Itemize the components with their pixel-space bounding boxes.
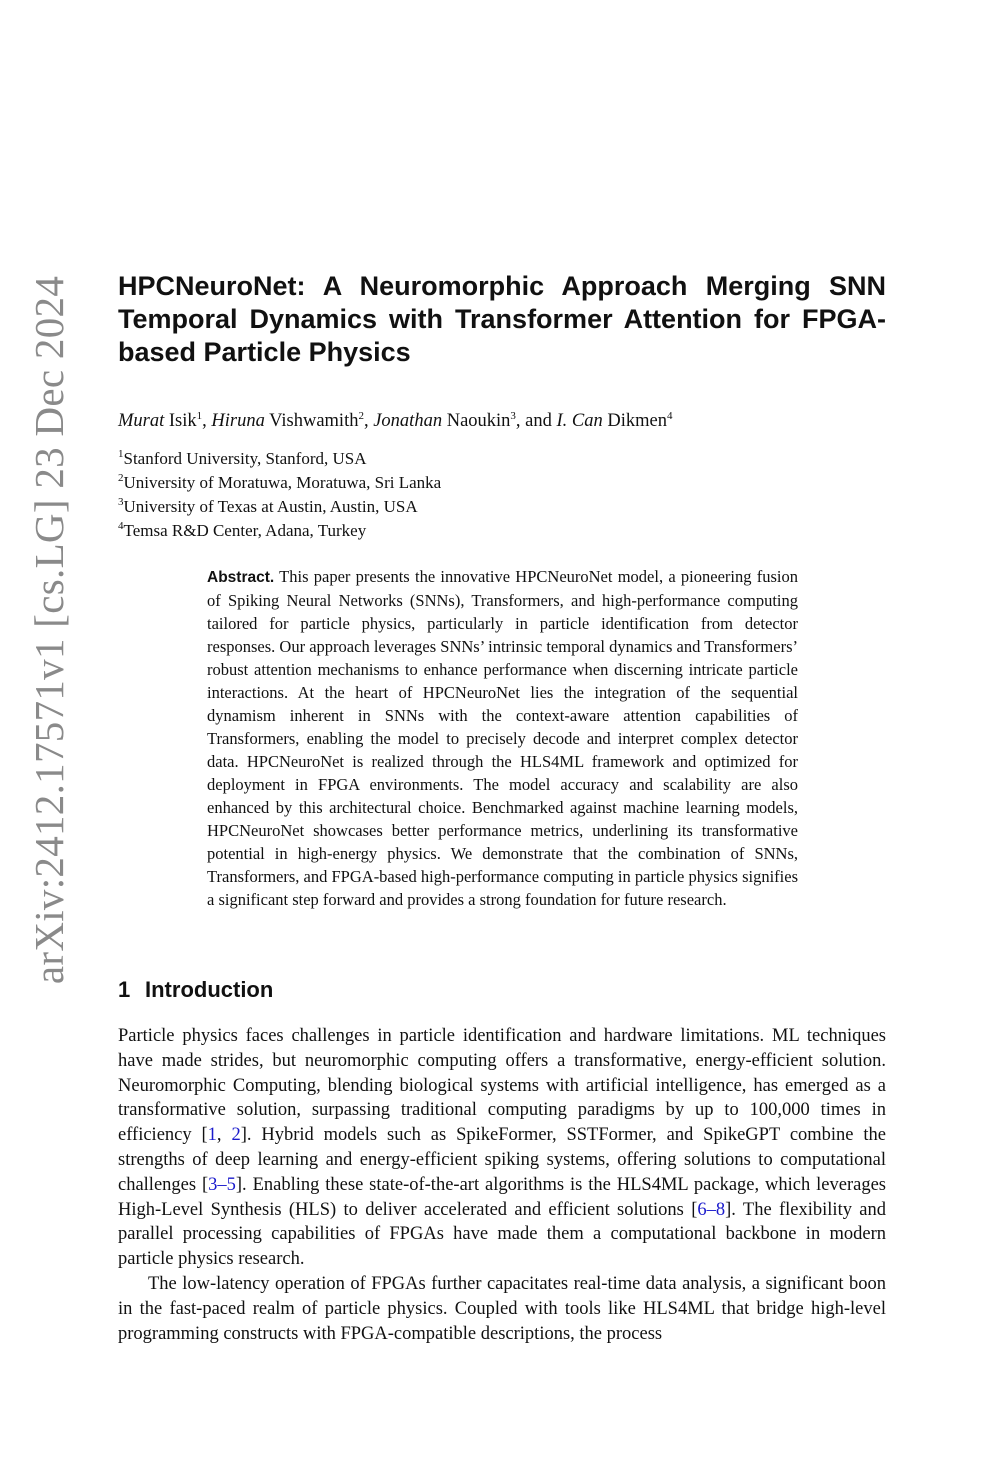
- title-line: HPCNeuroNet: A Neuromorphic Approach Merging SNN: [118, 271, 886, 301]
- title-line: Temporal Dynamics with Transformer Attention for FPGA-: [118, 304, 886, 334]
- citation-link[interactable]: 3–5: [208, 1174, 236, 1195]
- author: Murat Isik$^1$: [118, 410, 203, 431]
- section-heading-introduction: [118, 975, 886, 1005]
- affiliation: $^3$University of Texas at Austin, Austin, USA: [118, 496, 418, 516]
- abstract: [207, 565, 798, 911]
- author: Jonathan Naoukin$^3$: [373, 410, 516, 431]
- author: I. Can Dikmen$^4$: [556, 410, 673, 431]
- citation-link[interactable]: 6–8: [697, 1199, 726, 1220]
- arxiv-stamp: arXiv:2412.17571v1 [cs.LG] 23 Dec 2024: [26, 275, 72, 985]
- section-number: 1: [118, 977, 131, 1002]
- arxiv-sidebar: [24, 265, 74, 995]
- citation-link[interactable]: 2: [231, 1125, 241, 1146]
- author-list: Murat Isik$^1$, Hiruna Vishwamith$^2$, Jonathan Naoukin$^3$, and I. Can Dikmen$^4$: [118, 410, 673, 431]
- affiliation: $^4$Temsa R&D Center, Adana, Turkey: [118, 520, 367, 540]
- section-title: Introduction: [145, 977, 274, 1002]
- paragraph: Particle physics faces challenges in particle identification and hardware limitations. ML techniques have made strides, but neuromorphic computing offers a transformative, energy-efficient solution. Neuromorphic Computing, blending biological systems with artificial intelligence, has emerged as a transformative solution, surpassing traditional computing paradigms by up to 100,000 times in efficiency [1, 2]. Hybrid models such as SpikeFormer, SSTFormer, and SpikeGPT combine the strengths of deep learning and energy-efficient spiking systems, offering solutions to computational challenges [3–5]. Enabling these state-of-the-art algorithms is the HLS4ML package, which leverages High-Level Synthesis (HLS) to deliver accelerated and efficient solutions [6–8]. The flexibility and parallel processing capabilities of FPGAs have made them a computational backbone in modern particle physics research.: [118, 1026, 887, 1270]
- affiliation-list: [118, 447, 886, 543]
- affiliation: $^1$Stanford University, Stanford, USA: [118, 448, 367, 468]
- citation-link[interactable]: 1: [207, 1125, 217, 1146]
- introduction-body: [118, 1024, 886, 1346]
- author: Hiruna Vishwamith$^2$: [211, 410, 364, 431]
- paragraph: The low-latency operation of FPGAs further capacitates real-time data analysis, a significant boon in the fast-paced realm of particle physics. Coupled with tools like HLS4ML that bridge high-level programming constructs with FPGA-compatible descriptions, the process: [118, 1273, 886, 1344]
- title-line: based Particle Physics: [118, 337, 411, 367]
- paper-title: [118, 270, 886, 369]
- abstract-label: Abstract.: [207, 569, 275, 586]
- abstract-text: This paper presents the innovative HPCNeuroNet model, a pioneering fusion of Spiking Neural Networks (SNNs), Transformers, and high-performance computing tailored for particle physics, particularly in particle identification from detector responses. Our approach leverages SNNs’ intrinsic temporal dynamics and Transformers’ robust attention mechanisms to enhance performance when discerning intricate particle interactions. At the heart of HPCNeuroNet lies the integration of the sequential dynamism inherent in SNNs with the context-aware attention capabilities of Transformers, enabling the model to precisely decode and interpret complex detector data. HPCNeuroNet is realized through the HLS4ML framework and optimized for deployment in FPGA environments. The model accuracy and scalability are also enhanced by this architectural choice. Benchmarked against machine learning models, HPCNeuroNet showcases better performance metrics, underlining its transformative potential in high-energy physics. We demonstrate that the combination of SNNs, Transformers, and FPGA-based high-performance computing in particle physics signifies a significant step forward and provides a strong foundation for future research.: [207, 567, 798, 909]
- affiliation: $^2$University of Moratuwa, Moratuwa, Sri Lanka: [118, 472, 442, 492]
